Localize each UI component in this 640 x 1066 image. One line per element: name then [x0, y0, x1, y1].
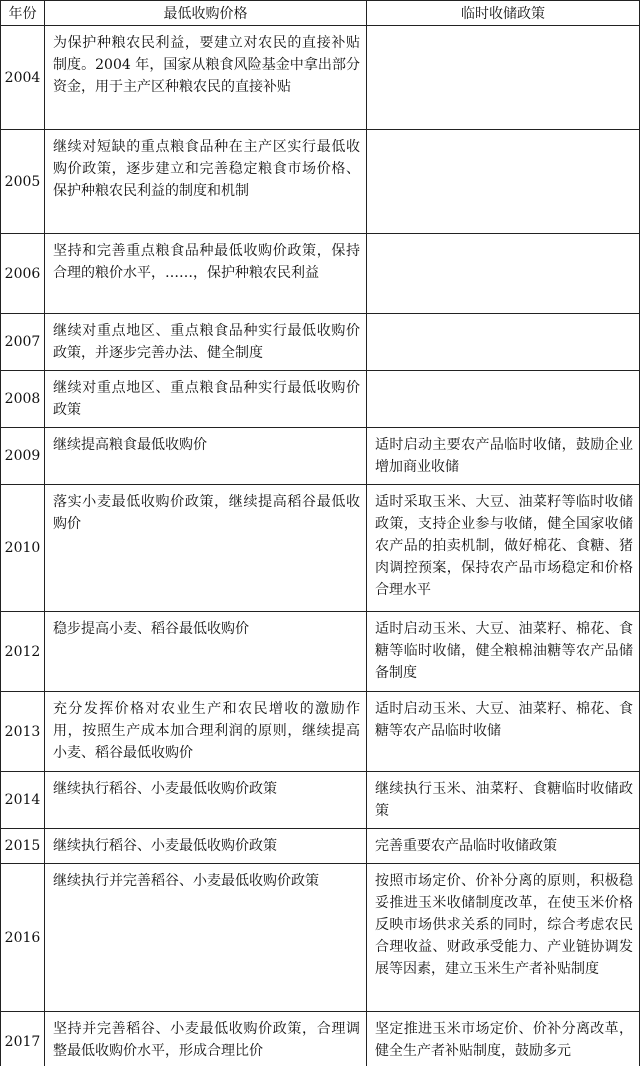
temp-storage-cell — [367, 371, 640, 428]
min-price-cell: 稳步提高小麦、稻谷最低收购价 — [45, 612, 367, 692]
table-row — [1, 428, 640, 485]
header-year: 年份 — [1, 1, 45, 26]
table-row — [1, 864, 640, 1012]
temp-storage-cell: 适时采取玉米、大豆、油菜籽等临时收储政策，支持企业参与收储，健全国家收储农产品的拍卖机制，做好棉花、食糖、猪肉调控预案，保持农产品市场稳定和价格合理水平 — [367, 485, 640, 612]
year-cell: 2016 — [1, 864, 45, 1012]
table-row — [1, 829, 640, 864]
min-price-cell: 坚持和完善重点粮食品种最低收购价政策，保持合理的粮价水平，……，保护种粮农民利益 — [45, 234, 367, 314]
min-price-cell: 落实小麦最低收购价政策，继续提高稻谷最低收购价 — [45, 485, 367, 612]
min-price-cell: 充分发挥价格对农业生产和农民增收的激励作用，按照生产成本加合理利润的原则，继续提高小麦、稻谷最低收购价 — [45, 692, 367, 772]
year-cell: 2006 — [1, 234, 45, 314]
header-temp-storage: 临时收储政策 — [367, 1, 640, 26]
temp-storage-cell — [367, 130, 640, 234]
table-row — [1, 692, 640, 772]
temp-storage-cell: 继续执行玉米、油菜籽、食糖临时收储政策 — [367, 772, 640, 829]
temp-storage-cell: 适时启动玉米、大豆、油菜籽、棉花、食糖等农产品临时收储 — [367, 692, 640, 772]
year-cell: 2007 — [1, 314, 45, 371]
table-row — [1, 612, 640, 692]
year-cell: 2005 — [1, 130, 45, 234]
year-cell: 2010 — [1, 485, 45, 612]
year-cell: 2014 — [1, 772, 45, 829]
min-price-cell: 继续对短缺的重点粮食品种在主产区实行最低收购价政策，逐步建立和完善稳定粮食市场价格、保护种粮农民利益的制度和机制 — [45, 130, 367, 234]
year-cell: 2004 — [1, 26, 45, 130]
year-cell: 2008 — [1, 371, 45, 428]
min-price-cell: 为保护种粮农民利益，要建立对农民的直接补贴制度。2004 年，国家从粮食风险基金中拿出部分资金，用于主产区种粮农民的直接补贴 — [45, 26, 367, 130]
min-price-cell: 坚持并完善稻谷、小麦最低收购价政策，合理调整最低收购价水平，形成合理比价 — [45, 1012, 367, 1066]
temp-storage-cell — [367, 26, 640, 130]
min-price-cell: 继续对重点地区、重点粮食品种实行最低收购价政策 — [45, 371, 367, 428]
min-price-cell: 继续对重点地区、重点粮食品种实行最低收购价政策，并逐步完善办法、健全制度 — [45, 314, 367, 371]
min-price-cell: 继续执行稻谷、小麦最低收购价政策 — [45, 829, 367, 864]
table-row — [1, 314, 640, 371]
year-cell: 2012 — [1, 612, 45, 692]
year-cell: 2017 — [1, 1012, 45, 1066]
min-price-cell: 继续执行稻谷、小麦最低收购价政策 — [45, 772, 367, 829]
table-row — [1, 234, 640, 314]
year-cell: 2009 — [1, 428, 45, 485]
min-price-cell: 继续提高粮食最低收购价 — [45, 428, 367, 485]
temp-storage-cell: 适时启动玉米、大豆、油菜籽、棉花、食糖等临时收储，健全粮棉油糖等农产品储备制度 — [367, 612, 640, 692]
table-row — [1, 371, 640, 428]
temp-storage-cell: 适时启动主要农产品临时收储，鼓励企业增加商业收储 — [367, 428, 640, 485]
table-header-row — [1, 1, 640, 26]
table-row — [1, 26, 640, 130]
temp-storage-cell: 完善重要农产品临时收储政策 — [367, 829, 640, 864]
year-cell: 2013 — [1, 692, 45, 772]
header-min-price: 最低收购价格 — [45, 1, 367, 26]
temp-storage-cell: 按照市场定价、价补分离的原则，积极稳妥推进玉米收储制度改革，在使玉米价格反映市场供求关系的同时，综合考虑农民合理收益、财政承受能力、产业链协调发展等因素，建立玉米生产者补贴制度 — [367, 864, 640, 1012]
table-row — [1, 485, 640, 612]
temp-storage-cell — [367, 234, 640, 314]
table-row — [1, 1012, 640, 1066]
temp-storage-cell — [367, 314, 640, 371]
table-row — [1, 130, 640, 234]
temp-storage-cell: 坚定推进玉米市场定价、价补分离改革，健全生产者补贴制度，鼓励多元 — [367, 1012, 640, 1066]
min-price-cell: 继续执行并完善稻谷、小麦最低收购价政策 — [45, 864, 367, 1012]
table-row — [1, 772, 640, 829]
year-cell: 2015 — [1, 829, 45, 864]
